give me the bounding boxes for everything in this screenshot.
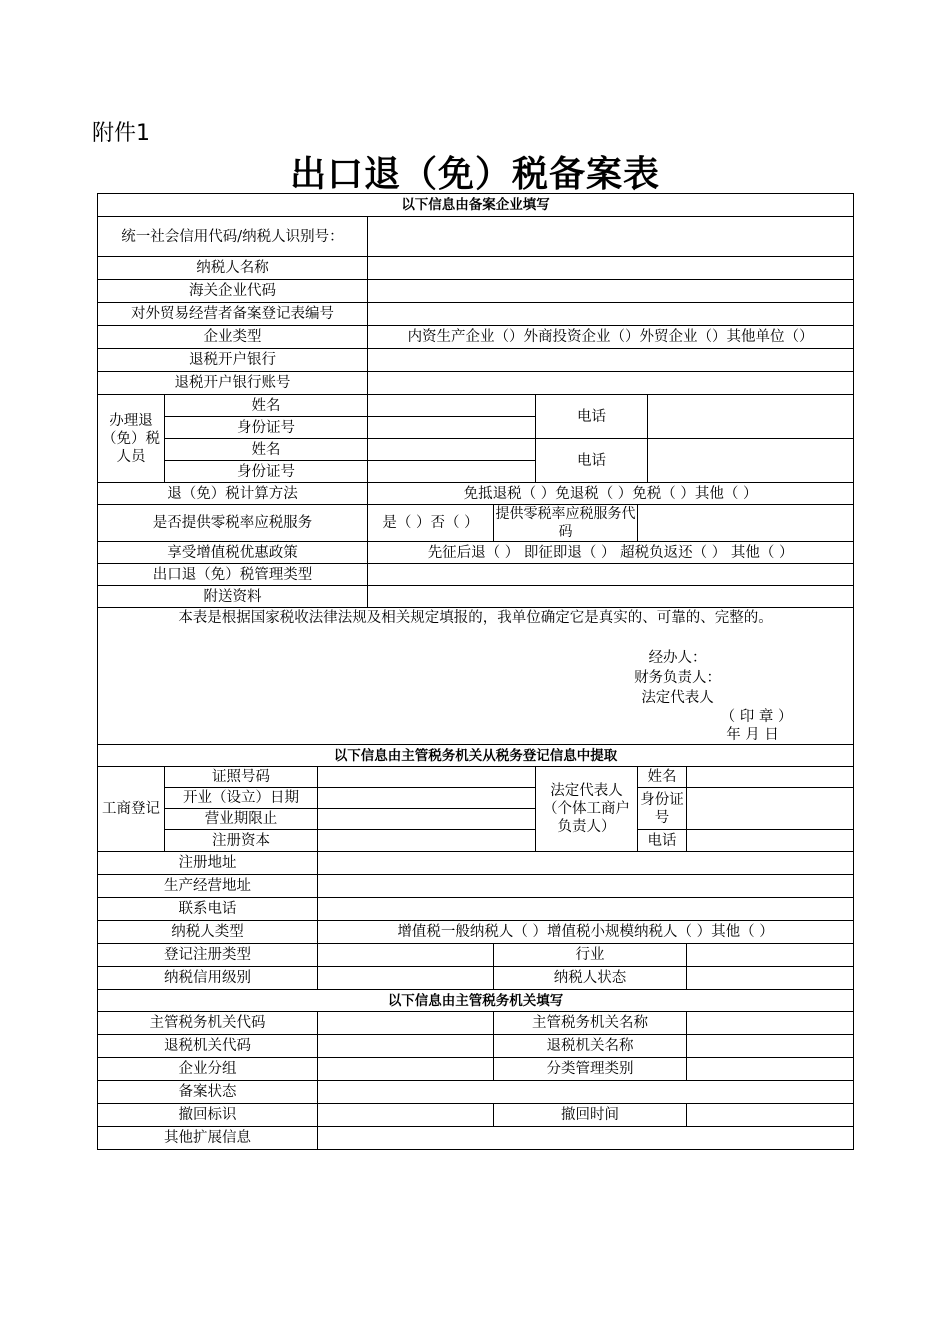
handler2-id-field[interactable] (368, 461, 536, 483)
reg-address-label: 注册地址 (98, 852, 318, 875)
credit-code-label: 统一社会信用代码/纳税人识别号： (98, 217, 368, 257)
customs-code-field[interactable] (368, 280, 854, 303)
authority-code-field[interactable] (318, 1012, 494, 1035)
section2-header: 以下信息由主管税务机关从税务登记信息中提取 (98, 745, 854, 767)
authority-name-field[interactable] (687, 1012, 854, 1035)
legal-rep-name-field[interactable] (687, 767, 854, 788)
mgmt-type-label: 出口退（免）税管理类型 (98, 564, 368, 586)
biz-address-label: 生产经营地址 (98, 875, 318, 898)
credit-code-field[interactable] (368, 217, 854, 257)
refund-account-field[interactable] (368, 372, 854, 395)
license-no-label: 证照号码 (165, 767, 318, 788)
legal-rep-group-label: 法定代表人（个体工商户负责人） (536, 767, 638, 852)
contact-phone-field[interactable] (318, 898, 854, 921)
finance-head-label: 财务负责人： (634, 670, 722, 686)
refund-authority-name-field[interactable] (687, 1035, 854, 1058)
enterprise-type-options[interactable]: 内资生产企业（）外商投资企业（）外贸企业（）其他单位（） (368, 326, 854, 349)
handler1-name-label: 姓名 (165, 395, 368, 417)
authority-code-label: 主管税务机关代码 (98, 1012, 318, 1035)
declaration-text: 本表是根据国家税收法律法规及相关规定填报的，我单位确定它是真实的、可靠的、完整的。 (178, 610, 773, 626)
refund-bank-field[interactable] (368, 349, 854, 372)
refund-bank-label: 退税开户银行 (98, 349, 368, 372)
reg-type-label: 登记注册类型 (98, 944, 318, 967)
handler2-name-field[interactable] (368, 439, 536, 461)
section1-header: 以下信息由备案企业填写 (98, 194, 854, 217)
seal-label: （ 印 章 ） (720, 709, 793, 725)
enterprise-group-field[interactable] (318, 1058, 494, 1081)
withdraw-flag-field[interactable] (318, 1104, 494, 1127)
handler1-phone-field[interactable] (648, 395, 854, 439)
withdraw-time-field[interactable] (687, 1104, 854, 1127)
enterprise-group-label: 企业分组 (98, 1058, 318, 1081)
other-info-label: 其他扩展信息 (98, 1127, 318, 1150)
biz-address-field[interactable] (318, 875, 854, 898)
taxpayer-type-options[interactable]: 增值税一般纳税人（ ）增值税小规模纳税人（ ）其他（ ） (318, 921, 854, 944)
customs-code-label: 海关企业代码 (98, 280, 368, 303)
mgmt-category-field[interactable] (687, 1058, 854, 1081)
form-title: 出口退（免）税备案表 (289, 153, 660, 195)
zero-rate-options[interactable]: 是（ ）否（ ） (368, 505, 494, 542)
refund-account-label: 退税开户银行账号 (98, 372, 368, 395)
taxpayer-type-label: 纳税人类型 (98, 921, 318, 944)
vat-policy-label: 享受增值税优惠政策 (98, 542, 368, 564)
taxpayer-status-field[interactable] (687, 967, 854, 990)
legal-rep-phone-field[interactable] (687, 830, 854, 852)
business-term-field[interactable] (318, 809, 536, 830)
operator-label: 经办人： (648, 650, 707, 666)
legal-rep-id-field[interactable] (687, 788, 854, 830)
open-date-field[interactable] (318, 788, 536, 809)
handler-group-label: 办理退（免）税人员 (98, 395, 165, 483)
legal-rep-label: 法定代表人 (641, 690, 714, 706)
refund-authority-code-field[interactable] (318, 1035, 494, 1058)
withdraw-time-label: 撤回时间 (494, 1104, 687, 1127)
section3-header: 以下信息由主管税务机关填写 (98, 990, 854, 1012)
handler2-phone-field[interactable] (648, 439, 854, 483)
business-term-label: 营业期限止 (165, 809, 318, 830)
taxpayer-name-label: 纳税人名称 (98, 257, 368, 280)
attachment-label: 附件1 (92, 121, 150, 146)
attachments-label: 附送资料 (98, 586, 368, 608)
industry-label: 行业 (494, 944, 687, 967)
authority-name-label: 主管税务机关名称 (494, 1012, 687, 1035)
contact-phone-label: 联系电话 (98, 898, 318, 921)
zero-rate-label: 是否提供零税率应税服务 (98, 505, 368, 542)
handler1-name-field[interactable] (368, 395, 536, 417)
reg-type-field[interactable] (318, 944, 494, 967)
industry-field[interactable] (687, 944, 854, 967)
license-no-field[interactable] (318, 767, 536, 788)
date-label: 年 月 日 (726, 727, 779, 743)
mgmt-category-label: 分类管理类别 (494, 1058, 687, 1081)
calc-method-label: 退（免）税计算方法 (98, 483, 368, 505)
refund-authority-name-label: 退税机关名称 (494, 1035, 687, 1058)
attachments-field[interactable] (368, 586, 854, 608)
enterprise-type-label: 企业类型 (98, 326, 368, 349)
record-status-field[interactable] (318, 1081, 854, 1104)
zero-rate-code-field[interactable] (638, 505, 854, 542)
vat-policy-options[interactable]: 先征后退（ ） 即征即退（ ） 超税负返还（ ） 其他（ ） (368, 542, 854, 564)
export-tax-refund-record-form (97, 193, 854, 1150)
reg-address-field[interactable] (318, 852, 854, 875)
other-info-field[interactable] (318, 1127, 854, 1150)
taxpayer-status-label: 纳税人状态 (494, 967, 687, 990)
reg-capital-label: 注册资本 (165, 830, 318, 852)
credit-level-label: 纳税信用级别 (98, 967, 318, 990)
credit-level-field[interactable] (318, 967, 494, 990)
ic-reg-label: 工商登记 (98, 767, 165, 852)
withdraw-flag-label: 撤回标识 (98, 1104, 318, 1127)
reg-capital-field[interactable] (318, 830, 536, 852)
handler1-id-label: 身份证号 (165, 417, 368, 439)
trade-record-no-label: 对外贸易经营者备案登记表编号 (98, 303, 368, 326)
open-date-label: 开业（设立）日期 (165, 788, 318, 809)
trade-record-no-field[interactable] (368, 303, 854, 326)
handler2-id-label: 身份证号 (165, 461, 368, 483)
legal-rep-name-label: 姓名 (638, 767, 687, 788)
zero-rate-code-label: 提供零税率应税服务代码 (495, 506, 636, 540)
declaration-block (98, 608, 854, 745)
handler2-phone-label: 电话 (536, 439, 648, 483)
handler1-id-field[interactable] (368, 417, 536, 439)
record-status-label: 备案状态 (98, 1081, 318, 1104)
legal-rep-phone-label: 电话 (638, 830, 687, 852)
calc-method-options[interactable]: 免抵退税（ ）免退税（ ）免税（ ）其他（ ） (368, 483, 854, 505)
handler1-phone-label: 电话 (536, 395, 648, 439)
refund-authority-code-label: 退税机关代码 (98, 1035, 318, 1058)
taxpayer-name-field[interactable] (368, 257, 854, 280)
legal-rep-id-label: 身份证号 (638, 788, 687, 830)
mgmt-type-field[interactable] (368, 564, 854, 586)
handler2-name-label: 姓名 (165, 439, 368, 461)
